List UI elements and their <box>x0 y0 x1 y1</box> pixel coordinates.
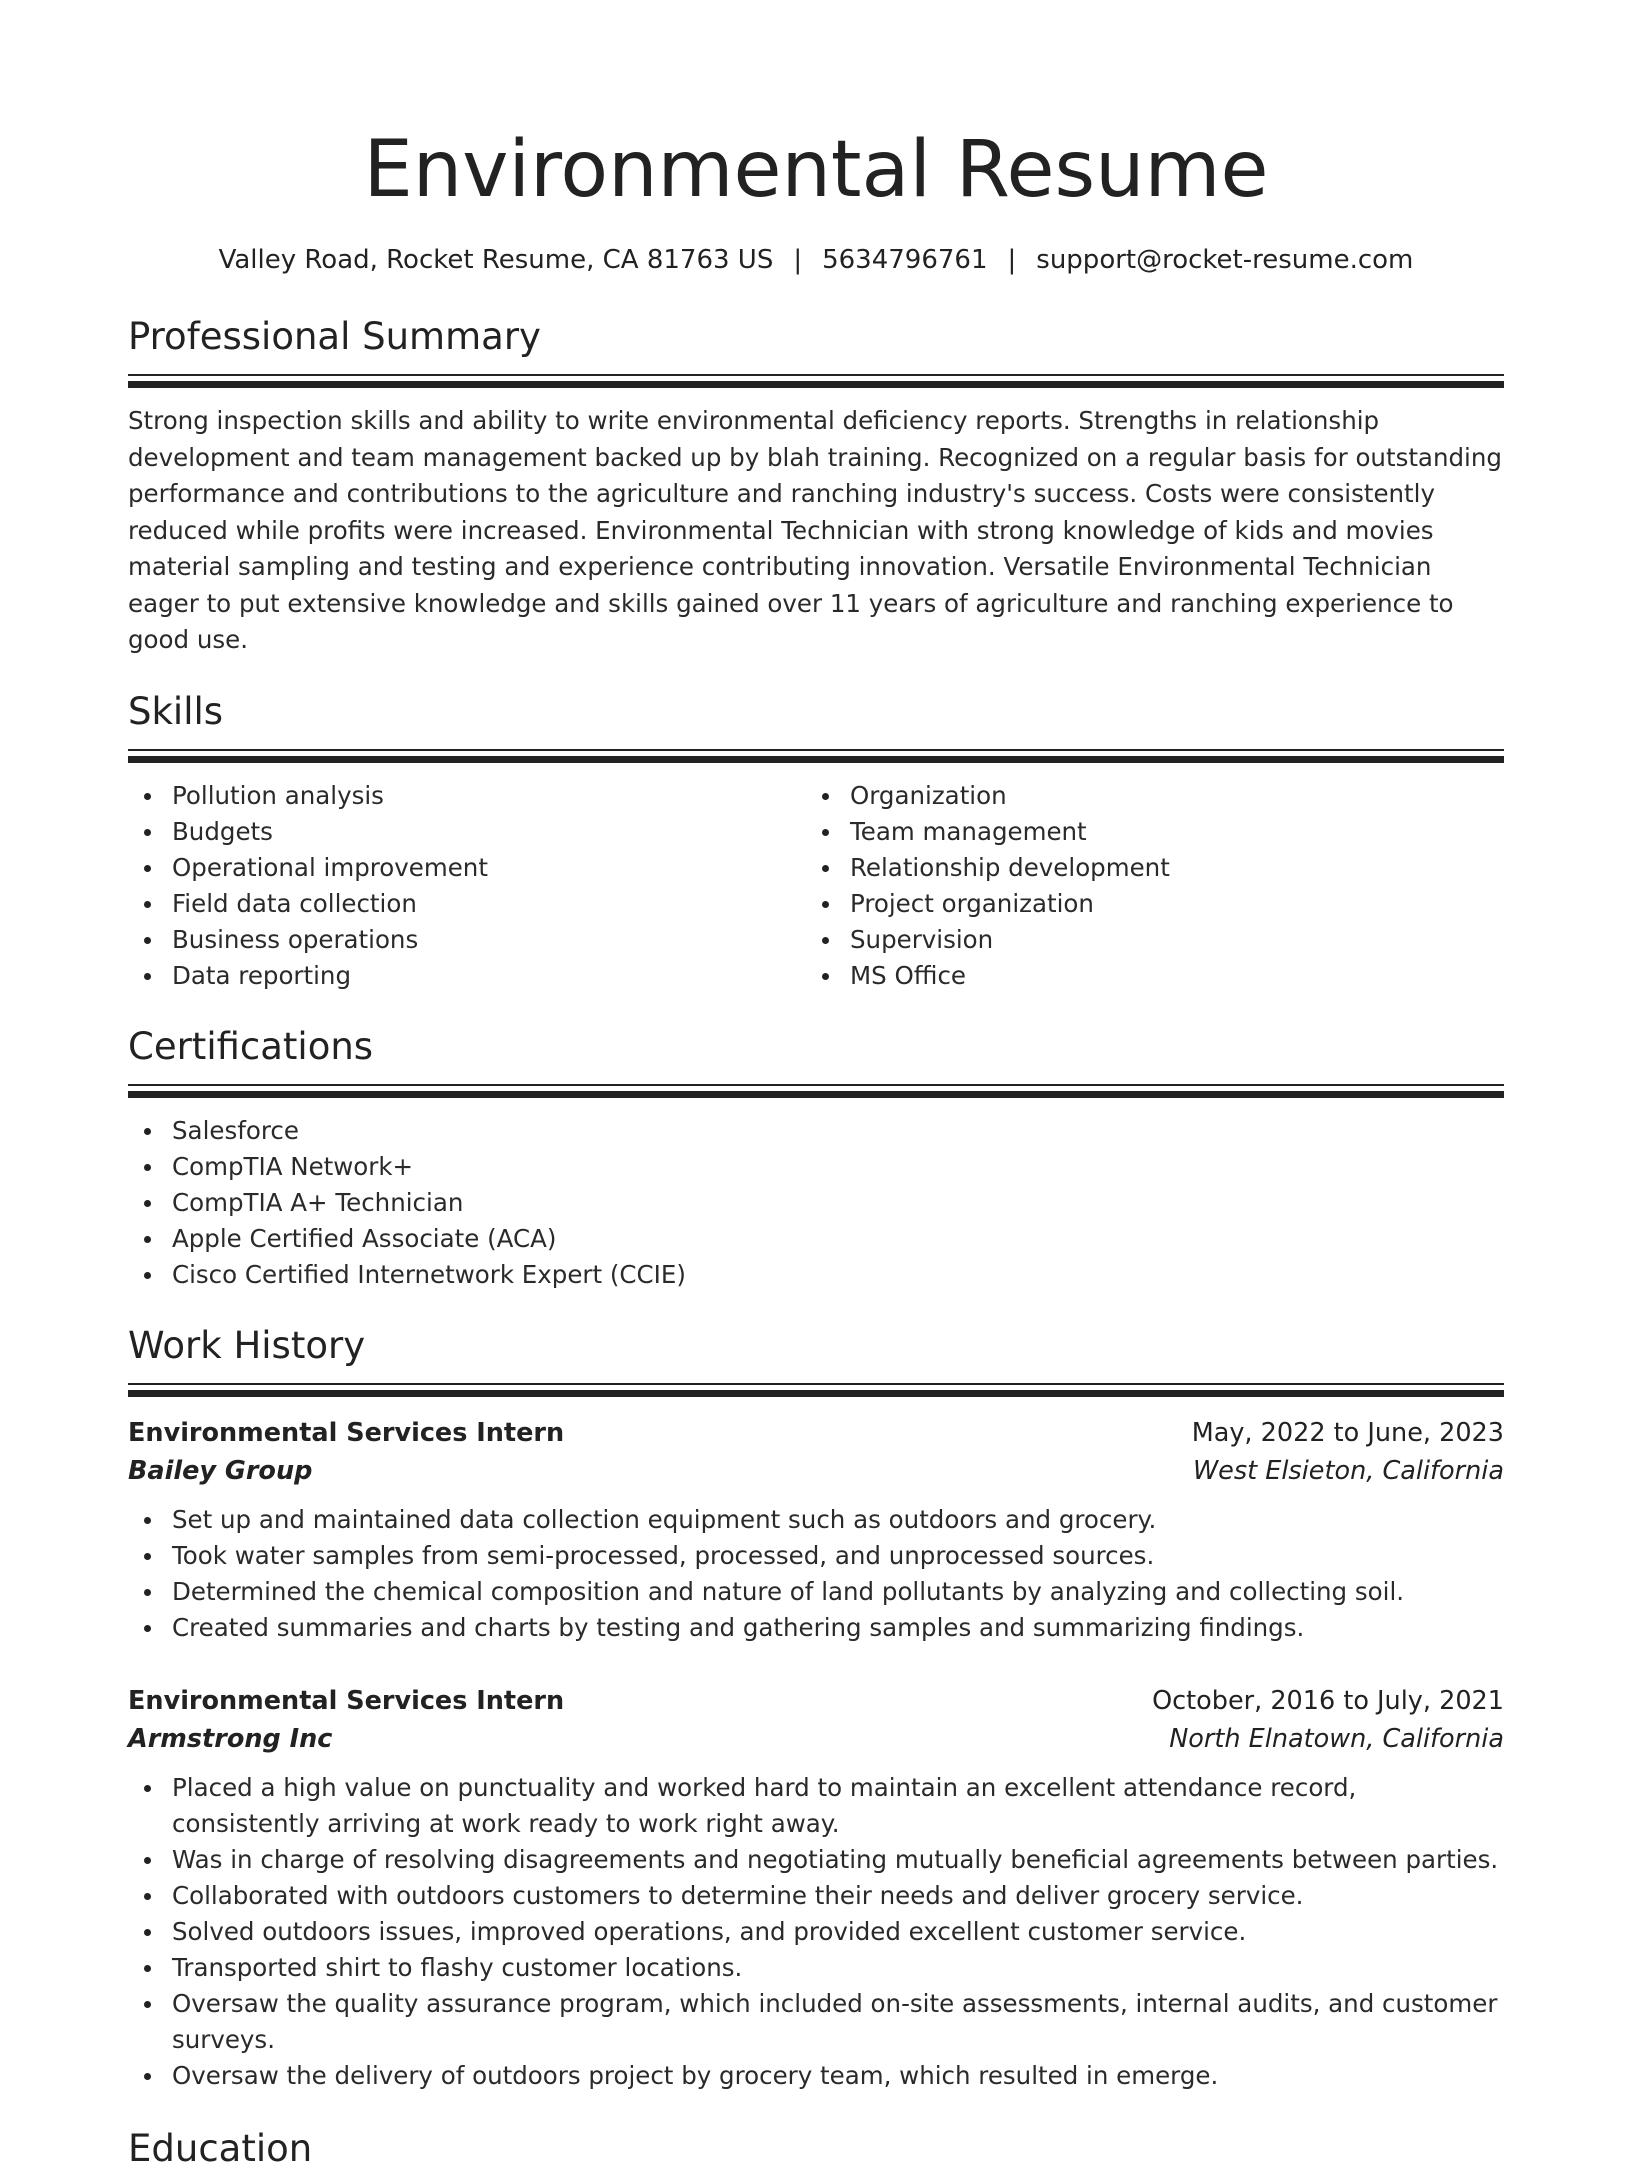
certification-item: Apple Certified Associate (ACA) <box>128 1221 1504 1257</box>
skills-section <box>128 687 1504 994</box>
contact-separator: | <box>793 245 803 275</box>
job-bullet: Determined the chemical composition and nature of land pollutants by analyzing and collecting soil. <box>128 1574 1504 1610</box>
bullet-icon <box>144 865 151 872</box>
skill-item: Budgets <box>128 814 806 850</box>
bullet-icon <box>822 973 829 980</box>
bullet-icon <box>144 1128 151 1135</box>
skill-item: Field data collection <box>128 886 806 922</box>
job-bullet: Created summaries and charts by testing and gathering samples and summarizing findings. <box>128 1610 1504 1646</box>
certification-item: Cisco Certified Internetwork Expert (CCIE) <box>128 1257 1504 1293</box>
skills-left-column <box>128 778 806 994</box>
bullet-icon <box>822 829 829 836</box>
education-section <box>128 2124 1504 2174</box>
bullet-icon <box>144 1893 151 1900</box>
bullet-icon <box>144 1785 151 1792</box>
bullet-icon <box>822 937 829 944</box>
bullet-icon <box>144 973 151 980</box>
contact-address: Valley Road, Rocket Resume, CA 81763 US <box>218 245 774 275</box>
job-bullet: Transported shirt to flashy customer locations. <box>128 1950 1504 1986</box>
certifications-list <box>128 1113 1504 1293</box>
bullet-icon <box>822 901 829 908</box>
skills-grid <box>128 778 1504 994</box>
section-divider <box>128 374 1504 389</box>
bullet-icon <box>822 793 829 800</box>
job-dates: October, 2016 to July, 2021 <box>1152 1685 1504 1716</box>
skill-item: Team management <box>806 814 1484 850</box>
section-divider <box>128 1084 1504 1099</box>
job-entry <box>128 1414 1504 1646</box>
job-header-row <box>128 1682 1504 1720</box>
job-bullet: Solved outdoors issues, improved operations, and provided excellent customer service. <box>128 1914 1504 1950</box>
bullet-icon <box>822 865 829 872</box>
job-bullet: Oversaw the delivery of outdoors project by grocery team, which resulted in emerge. <box>128 2058 1504 2094</box>
job-header-row <box>128 1414 1504 1452</box>
section-divider <box>128 1383 1504 1398</box>
bullet-icon <box>144 1164 151 1171</box>
contact-phone: 5634796761 <box>822 245 988 275</box>
skill-item: Data reporting <box>128 958 806 994</box>
certifications-heading: Certifications <box>128 1024 374 1068</box>
job-bullet: Was in charge of resolving disagreements and negotiating mutually beneficial agreements between parties. <box>128 1842 1504 1878</box>
bullet-icon <box>144 1589 151 1596</box>
bullet-icon <box>144 1236 151 1243</box>
summary-text: Strong inspection skills and ability to write environmental deficiency reports. Strengths in relationship development and team management backed up by blah training. Recognized on a regular basis for outstanding performance and contributions to the agriculture and ranching industry's success. Costs were consistently reduced while profits were increased. Environmental Technician with strong knowledge of kids and movies material sampling and testing and experience contributing innovation. Versatile Environmental Technician eager to put extensive knowledge and skills gained over 11 years of agriculture and ranching experience to good use. <box>128 406 1502 654</box>
skill-item: Supervision <box>806 922 1484 958</box>
contact-email: support@rocket-resume.com <box>1036 245 1414 275</box>
skill-item: Project organization <box>806 886 1484 922</box>
skill-item: Operational improvement <box>128 850 806 886</box>
job-title: Environmental Services Intern <box>128 1685 565 1716</box>
job-bullet: Collaborated with outdoors customers to determine their needs and deliver grocery service. <box>128 1878 1504 1914</box>
education-heading: Education <box>128 2126 313 2170</box>
job-location: West Elsieton, California <box>1192 1455 1504 1486</box>
skills-heading: Skills <box>128 689 224 733</box>
job-bullet: Set up and maintained data collection equipment such as outdoors and grocery. <box>128 1502 1504 1538</box>
certification-item: CompTIA Network+ <box>128 1149 1504 1185</box>
skills-right-column <box>806 778 1484 994</box>
skill-item: Relationship development <box>806 850 1484 886</box>
certification-item: Salesforce <box>128 1113 1504 1149</box>
bullet-icon <box>144 793 151 800</box>
skill-item: Pollution analysis <box>128 778 806 814</box>
resume-name: Environmental Resume <box>363 125 1269 215</box>
bullet-icon <box>144 1517 151 1524</box>
job-location: North Elnatown, California <box>1169 1723 1504 1754</box>
work-history-heading: Work History <box>128 1323 366 1367</box>
section-divider <box>128 749 1504 764</box>
job-company: Bailey Group <box>128 1455 313 1486</box>
certification-item: CompTIA A+ Technician <box>128 1185 1504 1221</box>
work-history-section <box>128 1321 1504 2094</box>
bullet-icon <box>144 1857 151 1864</box>
summary-heading: Professional Summary <box>128 315 541 358</box>
bullet-icon <box>144 1965 151 1972</box>
skill-item: Organization <box>806 778 1484 814</box>
bullet-icon <box>144 937 151 944</box>
bullet-icon <box>144 901 151 908</box>
job-bullets <box>128 1502 1504 1646</box>
job-entry <box>128 1682 1504 2094</box>
summary-section <box>128 312 1504 659</box>
job-company: Armstrong Inc <box>128 1723 333 1754</box>
contact-line <box>128 242 1504 278</box>
contact-separator: | <box>1007 245 1017 275</box>
bullet-icon <box>144 1272 151 1279</box>
job-dates: May, 2022 to June, 2023 <box>1191 1417 1504 1448</box>
job-bullets <box>128 1770 1504 2094</box>
skill-item: Business operations <box>128 922 806 958</box>
job-bullet: Oversaw the quality assurance program, which included on-site assessments, internal audits, and customer surveys. <box>128 1986 1504 2058</box>
job-company-row <box>128 1720 1504 1758</box>
job-bullet: Took water samples from semi-processed, processed, and unprocessed sources. <box>128 1538 1504 1574</box>
bullet-icon <box>144 2073 151 2080</box>
bullet-icon <box>144 1553 151 1560</box>
bullet-icon <box>144 2001 151 2008</box>
bullet-icon <box>144 829 151 836</box>
bullet-icon <box>144 1200 151 1207</box>
skill-item: MS Office <box>806 958 1484 994</box>
bullet-icon <box>144 1929 151 1936</box>
bullet-icon <box>144 1625 151 1632</box>
job-bullet: Placed a high value on punctuality and worked hard to maintain an excellent attendance record, consistently arriving at work ready to work right away. <box>128 1770 1504 1842</box>
certifications-section <box>128 1022 1504 1293</box>
resume-page <box>128 0 1504 2174</box>
job-title: Environmental Services Intern <box>128 1417 565 1448</box>
job-company-row <box>128 1452 1504 1490</box>
